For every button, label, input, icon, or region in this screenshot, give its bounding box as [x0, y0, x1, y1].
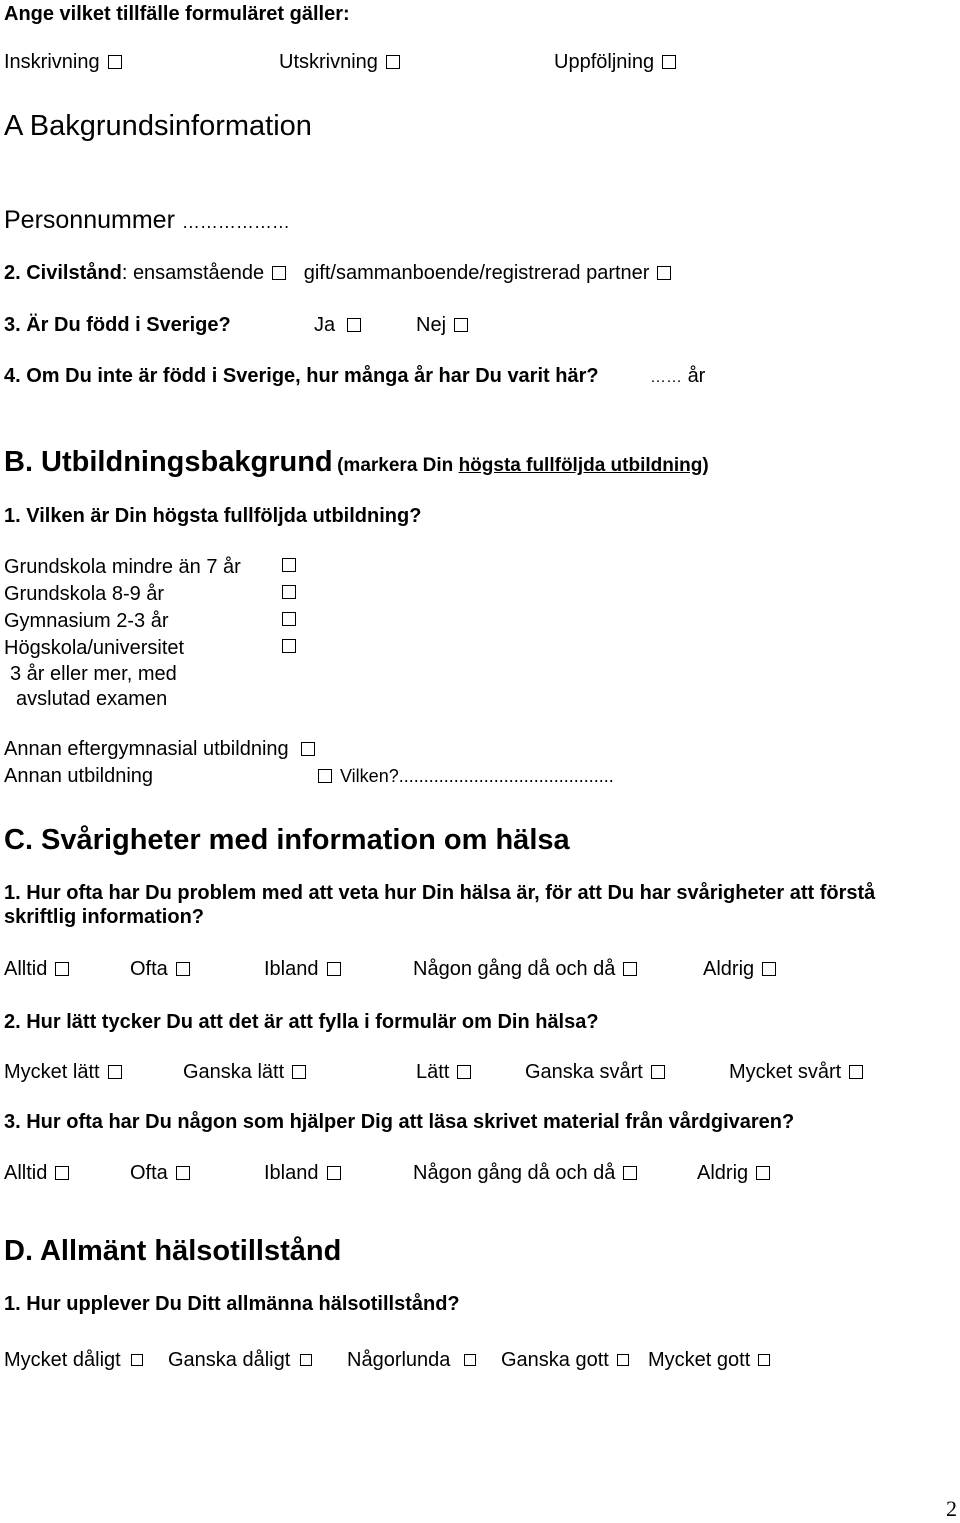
checkbox[interactable]: [464, 1354, 476, 1366]
c1-option-aldrig[interactable]: [703, 957, 776, 981]
option-label: ensamstående: [132, 262, 265, 284]
years-in-sweden-question: 4. Om Du inte är född i Sverige, hur många år har Du varit här?: [4, 365, 599, 387]
page-number: 2: [946, 1496, 957, 1521]
option-label: Aldrig: [703, 958, 755, 980]
checkbox[interactable]: [282, 612, 296, 626]
option-label: Någorlunda: [347, 1349, 451, 1371]
option-label: Ofta: [130, 958, 168, 980]
checkbox[interactable]: [756, 1166, 770, 1180]
c1-option-ofta[interactable]: [130, 957, 190, 981]
checkbox[interactable]: [108, 1065, 122, 1079]
option-label: Ibland: [264, 958, 319, 980]
option-label: Alltid: [4, 958, 48, 980]
c3-option-aldrig[interactable]: [697, 1161, 770, 1185]
born-sweden-question: 3. Är Du född i Sverige?: [4, 314, 231, 336]
option-utskrivning[interactable]: [279, 50, 400, 74]
c2-option-mycket-svart[interactable]: [729, 1060, 863, 1084]
c2-option-latt[interactable]: [416, 1060, 471, 1084]
c1-option-nagon-gang[interactable]: [413, 957, 637, 981]
d1-option-nagorlunda[interactable]: [347, 1348, 476, 1372]
c-question-1-line2: skriftlig information?: [4, 906, 204, 928]
edu-option-6: Annan utbildning: [4, 765, 154, 787]
c3-option-ibland[interactable]: [264, 1161, 341, 1185]
option-label: Aldrig: [697, 1162, 749, 1184]
option-label: Någon gång då och då: [413, 958, 616, 980]
edu-option-2: Grundskola 8-9 år: [4, 583, 165, 605]
checkbox[interactable]: [301, 742, 315, 756]
option-label: Någon gång då och då: [413, 1162, 616, 1184]
option-label: Uppföljning: [554, 51, 655, 73]
checkbox[interactable]: [327, 962, 341, 976]
checkbox[interactable]: [55, 1166, 69, 1180]
checkbox[interactable]: [849, 1065, 863, 1079]
which-label: Vilken?...........................................: [340, 766, 614, 786]
checkbox[interactable]: [131, 1354, 143, 1366]
checkbox[interactable]: [758, 1354, 770, 1366]
option-inskrivning[interactable]: [4, 50, 122, 74]
edu-option-4-line3: avslutad examen: [16, 688, 168, 710]
c2-option-ganska-svart[interactable]: [525, 1060, 665, 1084]
c1-option-ibland[interactable]: [264, 957, 341, 981]
civilstand-sep: :: [121, 262, 133, 284]
c3-option-nagon-gang[interactable]: [413, 1161, 637, 1185]
personnummer-label: Personnummer: [4, 206, 175, 234]
checkbox[interactable]: [282, 585, 296, 599]
c2-option-ganska-latt[interactable]: [183, 1060, 306, 1084]
option-label: Inskrivning: [4, 51, 100, 73]
civilstand-label: 2. Civilstånd: [4, 262, 122, 284]
option-nej[interactable]: [416, 313, 468, 337]
checkbox[interactable]: [327, 1166, 341, 1180]
option-label: Mycket svårt: [729, 1061, 842, 1083]
d1-option-mycket-gott[interactable]: [648, 1348, 770, 1372]
checkbox[interactable]: [292, 1065, 306, 1079]
checkbox[interactable]: [762, 962, 776, 976]
checkbox-edu-4[interactable]: [282, 639, 296, 657]
personnummer-field[interactable]: ………………: [181, 212, 290, 232]
option-label: Ofta: [130, 1162, 168, 1184]
option-label: Ibland: [264, 1162, 319, 1184]
option-label: Ganska dåligt: [168, 1349, 291, 1371]
checkbox-edu-3[interactable]: [282, 612, 296, 630]
option-label: Annan eftergymnasial utbildning: [4, 738, 289, 760]
note-text: ): [702, 455, 709, 476]
c-question-3: 3. Hur ofta har Du någon som hjälper Dig att läsa skrivet material från vårdgivaren?: [4, 1111, 795, 1133]
checkbox[interactable]: [386, 55, 400, 69]
option-label: Mycket lätt: [4, 1061, 100, 1083]
checkbox-edu-2[interactable]: [282, 585, 296, 603]
checkbox[interactable]: [282, 558, 296, 572]
edu-option-4-line2: 3 år eller mer, med: [10, 663, 177, 685]
checkbox-gift[interactable]: [657, 266, 671, 280]
d1-option-ganska-gott[interactable]: [501, 1348, 629, 1372]
option-label: Ja: [314, 314, 336, 336]
option-label: Ganska svårt: [525, 1061, 643, 1083]
note-underlined: högsta fullföljda utbildning: [458, 455, 703, 476]
option-label: Nej: [416, 314, 447, 336]
option-label: Ganska lätt: [183, 1061, 285, 1083]
d-question-1: 1. Hur upplever Du Ditt allmänna hälsotillstånd?: [4, 1293, 460, 1315]
c3-option-alltid[interactable]: [4, 1161, 69, 1185]
d1-option-mycket-daligt[interactable]: [4, 1348, 143, 1372]
c3-option-ofta[interactable]: [130, 1161, 190, 1185]
option-ja[interactable]: [314, 313, 361, 337]
checkbox[interactable]: [457, 1065, 471, 1079]
option-label: Alltid: [4, 1162, 48, 1184]
option-label: Utskrivning: [279, 51, 378, 73]
form-occasion-question: Ange vilket tillfälle formuläret gäller:: [4, 3, 350, 25]
checkbox[interactable]: [300, 1354, 312, 1366]
edu-option-5[interactable]: [4, 737, 315, 761]
personnummer-row: [4, 205, 290, 237]
checkbox[interactable]: [347, 318, 361, 332]
checkbox[interactable]: [318, 769, 332, 783]
education-question: 1. Vilken är Din högsta fullföljda utbildning?: [4, 505, 422, 527]
checkbox[interactable]: [617, 1354, 629, 1366]
other-education-field[interactable]: [318, 764, 614, 788]
section-b-title-row: [4, 445, 709, 479]
years-field[interactable]: [650, 364, 705, 390]
checkbox-ensamstaende[interactable]: [272, 266, 286, 280]
c1-option-alltid[interactable]: [4, 957, 69, 981]
checkbox-edu-1[interactable]: [282, 558, 296, 576]
option-label: Mycket gott: [648, 1349, 751, 1371]
checkbox[interactable]: [282, 639, 296, 653]
years-unit: år: [687, 365, 706, 387]
edu-option-3: Gymnasium 2-3 år: [4, 610, 169, 632]
checkbox[interactable]: [623, 1166, 637, 1180]
section-d-title: D. Allmänt hälsotillstånd: [4, 1235, 342, 1267]
checkbox[interactable]: [55, 962, 69, 976]
c-question-1-line1: 1. Hur ofta har Du problem med att veta hur Din hälsa är, för att Du har svårigheter att förstå: [4, 882, 876, 904]
option-label: Mycket dåligt: [4, 1349, 121, 1371]
checkbox[interactable]: [176, 1166, 190, 1180]
checkbox[interactable]: [662, 55, 676, 69]
edu-option-4: Högskola/universitet: [4, 637, 185, 659]
edu-option-1: Grundskola mindre än 7 år: [4, 556, 241, 578]
c-question-2: 2. Hur lätt tycker Du att det är att fylla i formulär om Din hälsa?: [4, 1011, 599, 1033]
checkbox[interactable]: [454, 318, 468, 332]
section-b-title: B. Utbildningsbakgrund: [4, 446, 333, 478]
d1-option-ganska-daligt[interactable]: [168, 1348, 312, 1372]
note-text: (markera Din: [337, 455, 459, 476]
option-label: Ganska gott: [501, 1349, 609, 1371]
option-uppfoljning[interactable]: [554, 50, 676, 74]
checkbox[interactable]: [108, 55, 122, 69]
option-label: Lätt: [416, 1061, 450, 1083]
years-dots: ……: [650, 369, 682, 386]
checkbox[interactable]: [623, 962, 637, 976]
checkbox[interactable]: [651, 1065, 665, 1079]
section-b-note: [337, 455, 709, 476]
civilstand-row: [4, 261, 671, 285]
section-c-title: C. Svårigheter med information om hälsa: [4, 824, 570, 856]
section-a-title: A Bakgrundsinformation: [4, 110, 312, 142]
c2-option-mycket-latt[interactable]: [4, 1060, 122, 1084]
checkbox[interactable]: [176, 962, 190, 976]
option-label: gift/sammanboende/registrerad partner: [303, 262, 650, 284]
